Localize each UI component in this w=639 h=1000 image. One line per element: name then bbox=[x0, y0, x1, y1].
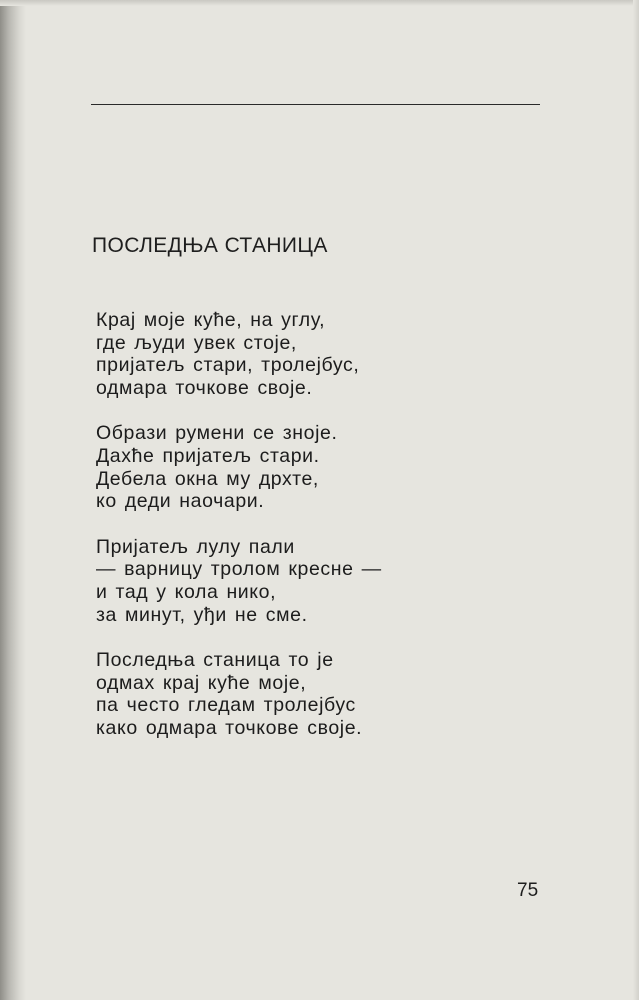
stanza bbox=[96, 422, 382, 512]
spine-shadow bbox=[0, 0, 26, 1000]
stanza bbox=[96, 536, 382, 626]
top-edge-shadow bbox=[0, 0, 639, 6]
poem-line: и тад у кола нико, bbox=[96, 580, 277, 603]
right-edge-shadow bbox=[633, 0, 639, 1000]
poem-line: како одмара точкове своје. bbox=[96, 716, 363, 739]
poem-line: Пријатељ лулу пали bbox=[96, 535, 295, 558]
poem-line: где људи увек стоје, bbox=[96, 331, 297, 354]
poem-line: пријатељ стари, тролејбус, bbox=[96, 354, 360, 377]
page-number: 75 bbox=[517, 880, 539, 901]
poem-line: Дахће пријатељ стари. bbox=[96, 444, 320, 467]
poem-line: па често гледам тролејбус bbox=[96, 694, 356, 717]
poem-line: одмах крај куће моје, bbox=[96, 671, 307, 694]
header-rule bbox=[91, 104, 540, 105]
poem-title: ПОСЛЕДЊА СТАНИЦА bbox=[92, 234, 328, 257]
poem-line: Крај моје куће, на углу, bbox=[96, 309, 326, 331]
poem-line: — варницу тролом кресне — bbox=[96, 558, 382, 581]
poem-line: Образи румени се зноје. bbox=[96, 422, 338, 445]
poem-line: Последња станица то је bbox=[96, 649, 334, 672]
stanza bbox=[96, 649, 382, 739]
stanza bbox=[96, 309, 382, 399]
poem-line: Дебела окна му дрхте, bbox=[96, 467, 319, 490]
poem-line: одмара точкове своје. bbox=[96, 376, 313, 399]
poem-line: за минут, уђи не сме. bbox=[96, 603, 308, 626]
poem-line: ко деди наочари. bbox=[96, 490, 265, 513]
poem-body bbox=[96, 309, 382, 763]
